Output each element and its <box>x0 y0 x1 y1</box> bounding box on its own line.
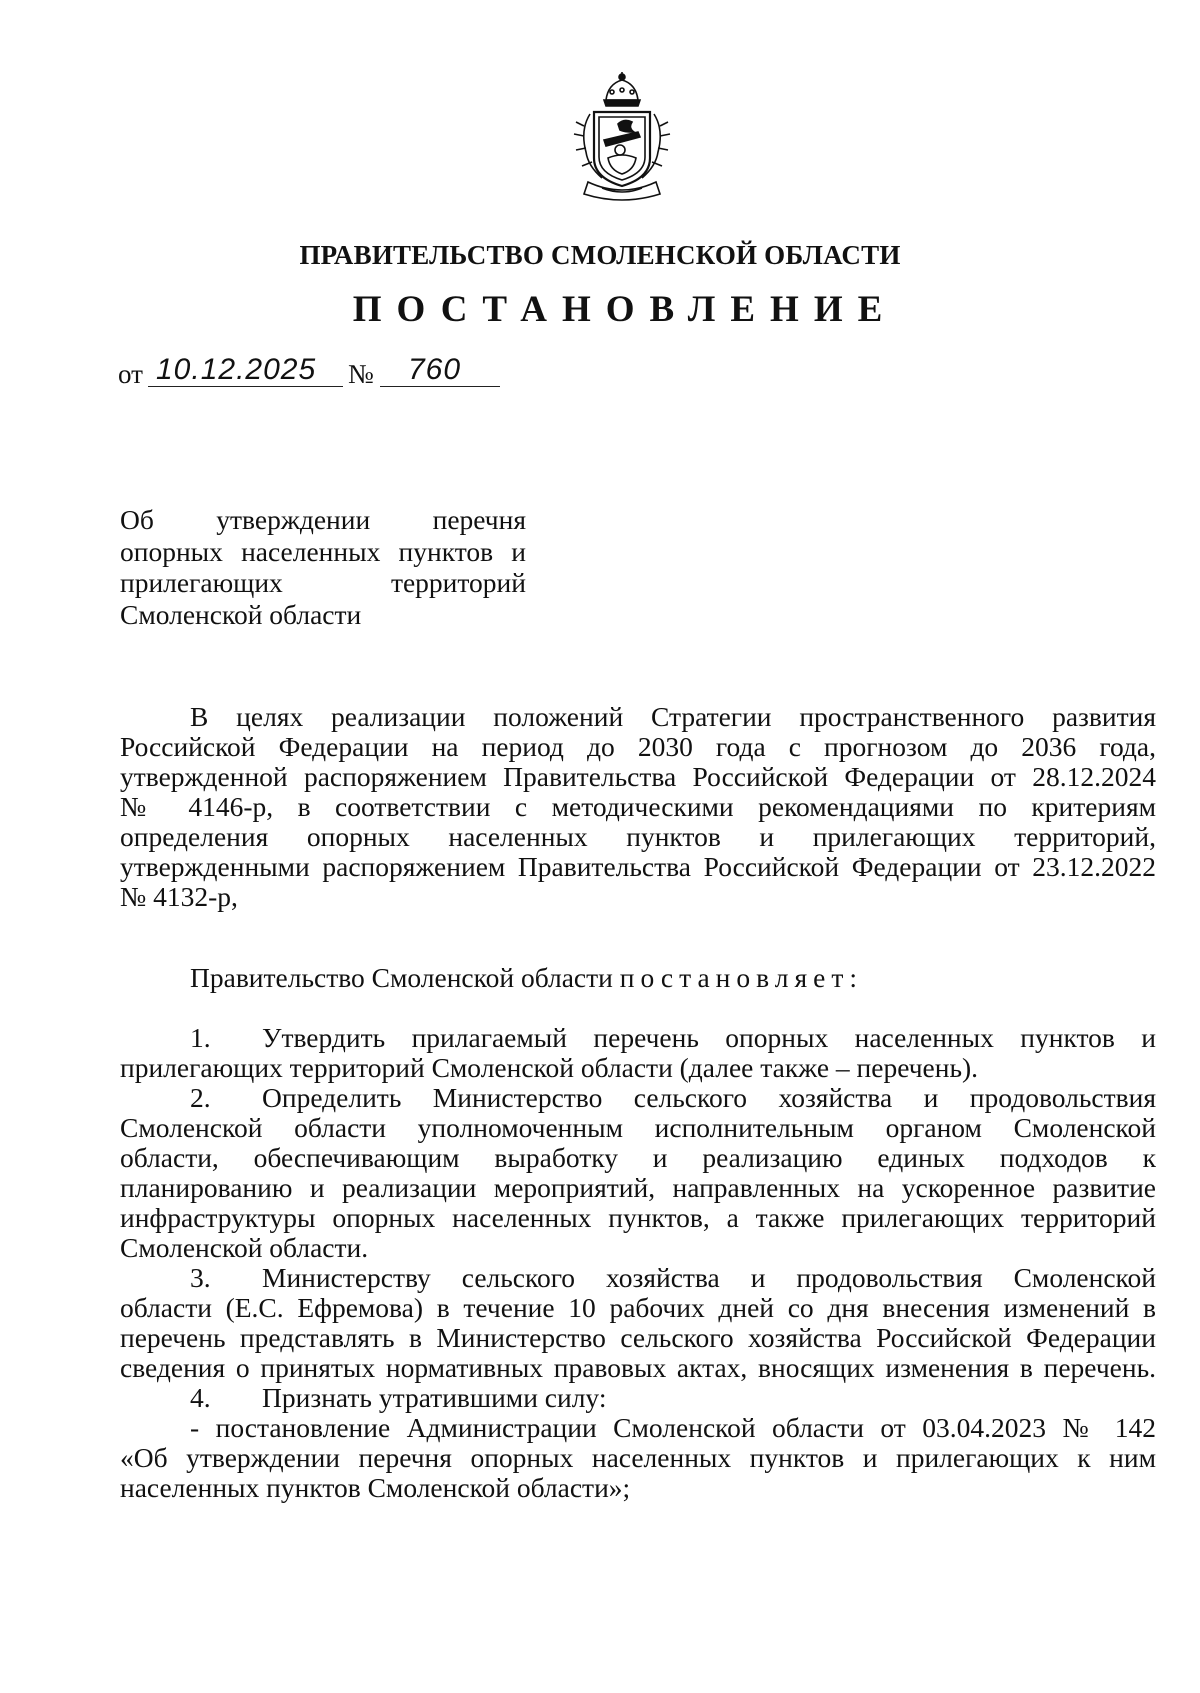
item-number: 4. <box>190 1382 211 1413</box>
date-number-line <box>118 353 718 393</box>
preamble-line: № 4132-р, <box>120 881 238 912</box>
preamble-line: утвержденной распоряжением Правительства Российской Федерации от 28.12.2024 <box>120 761 1156 792</box>
preamble-line: В целях реализации положений Стратегии пространственного развития <box>190 701 1156 732</box>
resolves-verb: постановляет: <box>619 962 863 993</box>
resolves-prefix: Правительство Смоленской области <box>190 962 613 993</box>
date-prefix: от <box>118 359 143 389</box>
subject-line: Смоленской области <box>120 598 362 630</box>
organization-title: ПРАВИТЕЛЬСТВО СМОЛЕНСКОЙ ОБЛАСТИ <box>299 240 901 270</box>
item-number: 3. <box>190 1262 211 1293</box>
preamble-line: № 4146-р, в соответствии с методическими рекомендациями по критериям <box>120 791 1156 822</box>
item-4-line: 4. Признать утратившими силу: <box>190 1382 607 1413</box>
date-handwritten: 10.12.2025 <box>156 353 317 386</box>
subject-line: опорных населенных пунктов и <box>120 535 526 567</box>
item-2-line: 2. Определить Министерство сельского хозяйства и продовольствия <box>190 1082 1156 1113</box>
item-number: 1. <box>190 1022 211 1053</box>
numbered-items <box>120 1023 1156 1503</box>
preamble-paragraph <box>120 702 1156 912</box>
preamble-line: определения опорных населенных пунктов и прилегающих территорий, <box>120 821 1156 852</box>
item-number: 2. <box>190 1082 211 1113</box>
preamble-line: утвержденными распоряжением Правительства Российской Федерации от 23.12.2022 <box>120 851 1156 882</box>
item-3-line: 3. Министерству сельского хозяйства и продовольствия Смоленской <box>190 1262 1156 1293</box>
item-2-line: Смоленской области уполномоченным исполнительным органом Смоленской <box>120 1112 1156 1143</box>
document-subject <box>120 504 526 630</box>
repeal-line: «Об утверждении перечня опорных населенных пунктов и прилегающих к ним <box>120 1442 1156 1473</box>
item-2-line: планированию и реализации мероприятий, направленных на ускоренное развитие <box>120 1172 1156 1203</box>
item-3-line: области (Е.С. Ефремова) в течение 10 рабочих дней со дня внесения изменений в <box>120 1292 1156 1323</box>
item-1-line: 1. Утвердить прилагаемый перечень опорных населенных пунктов и <box>190 1022 1156 1053</box>
item-3-line: сведения о принятых нормативных правовых актах, вносящих изменения в перечень. <box>120 1352 1156 1383</box>
item-2-line: инфраструктуры опорных населенных пунктов, а также прилегающих территорий <box>120 1202 1156 1233</box>
number-handwritten: 760 <box>408 353 462 386</box>
number-prefix: № <box>348 359 374 389</box>
subject-line: прилегающих территорий <box>120 567 526 598</box>
item-1-line: прилегающих территорий Смоленской области (далее также – перечень). <box>120 1052 979 1083</box>
document-type-title: ПОСТАНОВЛЕНИЕ <box>352 289 898 330</box>
preamble-line: Российской Федерации на период до 2030 года с прогнозом до 2036 года, <box>120 731 1156 762</box>
resolves-line <box>120 963 1156 993</box>
coat-of-arms-emblem <box>562 70 682 208</box>
subject-line: Об утверждении перечня <box>120 504 526 535</box>
item-3-line: перечень представлять в Министерство сельского хозяйства Российской Федерации <box>120 1322 1156 1353</box>
repeal-line: - постановление Администрации Смоленской области от 03.04.2023 № 142 <box>190 1412 1156 1443</box>
item-2-line: области, обеспечивающим выработку и реализацию единых подходов к <box>120 1142 1156 1173</box>
item-2-line: Смоленской области. <box>120 1232 369 1263</box>
repeal-line: населенных пунктов Смоленской области»; <box>120 1472 631 1503</box>
